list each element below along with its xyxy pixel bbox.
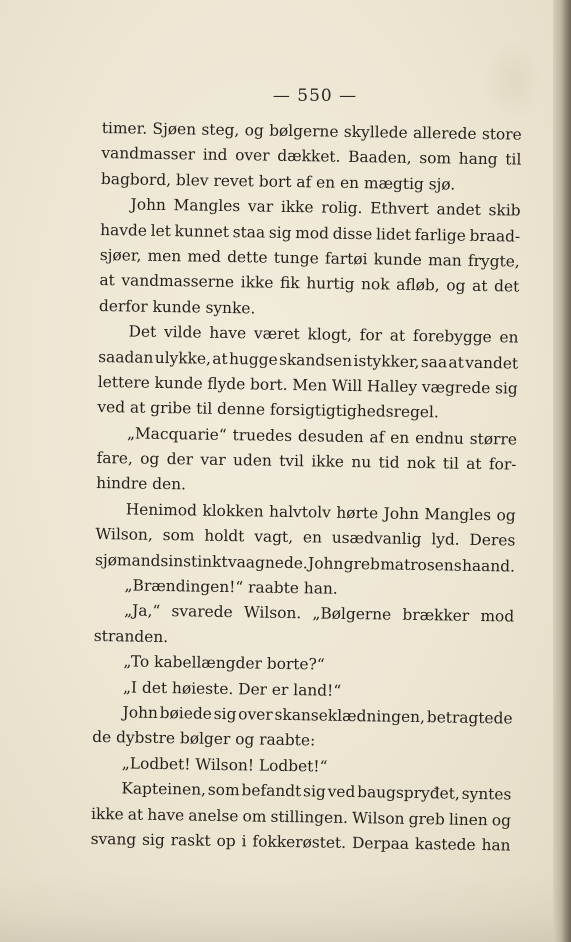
text-line: stranden. <box>93 626 169 646</box>
text-line: de dybstre bølger og raabte: <box>92 728 316 750</box>
text-line: svang sig raskt op i fokkerøstet. Derpaa kastede han <box>90 829 511 855</box>
text-line: „To kabellængder borte?“ <box>123 652 325 674</box>
text-line: sjøer, men med dette tunge fartøi kunde man frygte, <box>99 245 520 271</box>
text-line: lettere kunde flyde bort. Men Will Halley vægrede sig <box>97 372 518 398</box>
text-line: „Lodbet! Wilson! Lodbet!“ <box>121 754 328 776</box>
text-line: „Macquarie“ truedes desuden af en endnu større <box>126 424 518 449</box>
text-line: vandmasser ind over dækket. Baaden, som hang til <box>101 144 522 169</box>
text-line: saadan ulykke, at hugge skandsen istykker, saa at vandet <box>98 347 519 373</box>
text-line: fare, og der var uden tvil ikke nu tid nok til at for- <box>96 449 517 474</box>
text-line: John Mangles var ikke rolig. Ethvert andet skib <box>130 195 521 220</box>
text-line: „I det høieste. Der er land!“ <box>122 677 342 700</box>
text-line: Henimod klokken halvtolv hørte John Mangles og <box>125 500 516 525</box>
text-line: Det vilde have været klogt, for at forebygge en <box>128 322 519 347</box>
text-line: Kapteinen, som befandt sig ved baugspryđet, syntes <box>121 779 512 804</box>
page-edge <box>553 0 571 942</box>
body-text <box>90 116 522 859</box>
text-line: at vandmasserne ikke fik hurtig nok afløb, og at det <box>99 271 520 296</box>
text-line: timer. Sjøen steg, og bølgerne skyllede allerede store <box>101 118 522 144</box>
text-line: „Brændingen!“ raabte han. <box>124 576 338 598</box>
text-line: John bøiede sig over skanseklædningen, betragtede <box>122 703 513 728</box>
text-line: ikke at have anelse om stillingen. Wilson greb linen og <box>90 804 512 830</box>
text-line: „Ja,“ svarede Wilson. „Bølgerne brækker mod <box>124 601 515 626</box>
page-number: — 550 — <box>272 86 358 106</box>
text-line: havde let kunnet staa sig mod disse lidet farlige braad- <box>100 220 521 246</box>
text-line: ved at gribe til denne forsigtigtighedsregel. <box>97 398 439 422</box>
paper-stain <box>483 40 543 120</box>
text-line: hindre den. <box>96 474 187 494</box>
text-line: bagbord, blev revet bort af en en mægtig sjø. <box>100 169 456 194</box>
text-line: sjømandsinstinkt vaagnede. John greb matrosens haand. <box>94 550 516 576</box>
text-line: derfor kunde synke. <box>98 296 256 318</box>
page-shadow <box>0 872 571 942</box>
text-line: Wilson, som holdt vagt, en usædvanlig lyd. Deres <box>95 525 516 550</box>
